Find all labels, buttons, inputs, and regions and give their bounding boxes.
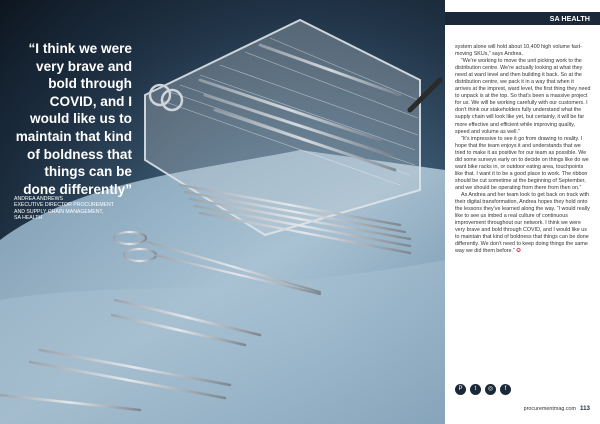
paragraph: “It’s impressive to see it go from drawing to reality. I hope that the team enjoys it and understands that we tried to make it as positive for our team as possible. We did some surveys early on to decide on things like do we want bike racks in, or outdoor eating area, touchpoints like that. I want it to be a good place to work. The ribbon should be cut sometime at the beginning of September, and we should be operating from there from then on.” xyxy=(455,135,589,191)
instagram-icon[interactable]: ◎ xyxy=(485,384,496,395)
page-footer xyxy=(524,405,590,412)
end-mark-icon: ✪ xyxy=(516,248,521,255)
paragraph: system alone will hold about 10,400 high volume fast-moving SKUs,” says Andrea. xyxy=(455,44,582,58)
pinterest-icon[interactable]: P xyxy=(455,384,466,395)
paragraph-text: As Andrea and her team look to get back on track with their digital transformation, Andrea hopes they hold onto the lessons they’ve learned along the way. “I would really like to see us imbed a real culture of continuous improvement throughout our network. I think we were very brave and bold through COVID, and I would like us to maintain that kind of boldness that things can be done differently. We don’t need to keep doing things the same way we did them before.” xyxy=(455,191,590,255)
article-body xyxy=(455,44,591,255)
pull-quote: “I think we were very brave and bold through COVID, and I would like us to maintain that kind of boldness that things can be done differently” xyxy=(15,41,132,197)
attribution-org: SA HEALTH xyxy=(14,215,43,222)
quote-attribution xyxy=(14,196,154,222)
paragraph: “We’re working to move the unit picking work to the distribution centre. We’re actually looking at what they need at ward level and then building it back. So at the distribution centre, we pack it in a way that when it arrives at the imprest, ward level, the first thing they need to unpack is at the top. So that’s been a massive project for us. We will be working carefully with our customers. I don’t think our stakeholders fully understand what the supply chain will look like yet, but certainly, it will be far more effective and efficient while improving quality, speed and volume as well.” xyxy=(455,58,591,135)
footer-site[interactable]: procurementmag.com xyxy=(523,406,577,412)
attribution-name: ANDREA ANDREWS xyxy=(14,196,64,202)
social-links xyxy=(455,384,511,395)
facebook-icon[interactable]: f xyxy=(500,384,511,395)
attribution-title-line2: AND SUPPLY CHAIN MANAGEMENT, xyxy=(14,208,104,215)
twitter-icon[interactable]: t xyxy=(470,384,481,395)
page-number: 113 xyxy=(580,405,590,412)
attribution-title-line1: EXECUTIVE DIRECTOR PROCUREMENT xyxy=(14,202,114,209)
text-column xyxy=(445,0,600,424)
paragraph xyxy=(455,192,591,255)
section-header: SA HEALTH xyxy=(445,12,600,25)
